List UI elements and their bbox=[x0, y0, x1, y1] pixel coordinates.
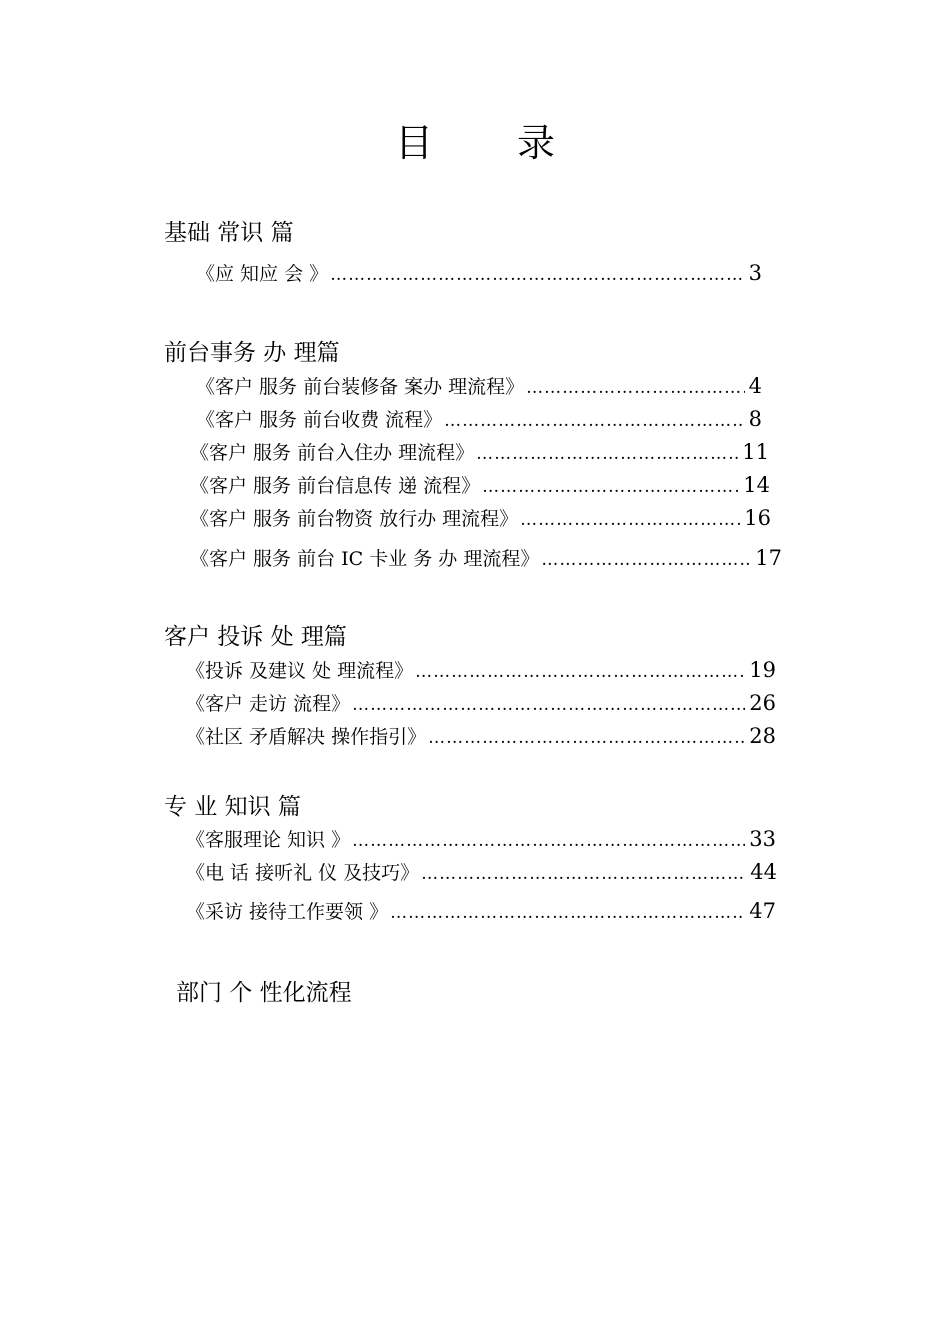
toc-entry-title: 《社区 矛盾解决 操作指引》 bbox=[186, 726, 427, 748]
toc-entry[interactable] bbox=[186, 898, 776, 926]
toc-entry-page: 44 bbox=[750, 860, 777, 884]
toc-entry[interactable] bbox=[186, 657, 776, 685]
toc-entry-title: 《投诉 及建议 处 理流程》 bbox=[186, 660, 414, 682]
dot-leader bbox=[482, 474, 739, 500]
toc-entry-page: 11 bbox=[742, 440, 769, 464]
toc-entry[interactable] bbox=[190, 505, 771, 533]
toc-entry-page: 33 bbox=[749, 827, 776, 851]
toc-entry-page: 16 bbox=[744, 506, 771, 530]
dot-leader bbox=[330, 262, 745, 288]
toc-entry-page: 4 bbox=[748, 374, 762, 398]
dot-leader bbox=[444, 408, 745, 434]
toc-entry-page: 28 bbox=[749, 724, 776, 748]
toc-entry-page: 47 bbox=[749, 899, 776, 923]
toc-entry[interactable] bbox=[186, 826, 776, 854]
toc-entry-page: 14 bbox=[743, 473, 770, 497]
toc-entry[interactable] bbox=[186, 690, 776, 718]
toc-entry-title: 《客户 服务 前台装修备 案办 理流程》 bbox=[196, 376, 525, 398]
toc-entry-title: 《采访 接待工作要领 》 bbox=[186, 901, 389, 923]
toc-entry-title: 《客户 服务 前台收费 流程》 bbox=[196, 409, 443, 431]
dot-leader bbox=[526, 375, 744, 401]
dot-leader bbox=[541, 547, 751, 573]
dot-leader bbox=[390, 900, 745, 926]
toc-entry-title: 《应 知应 会 》 bbox=[196, 263, 329, 285]
toc-entry[interactable] bbox=[186, 723, 776, 751]
toc-entry-title: 《客户 走访 流程》 bbox=[186, 693, 351, 715]
toc-entry[interactable] bbox=[196, 260, 762, 288]
toc-entry-title: 《客服理论 知识 》 bbox=[186, 829, 351, 851]
toc-entry-title: 《客户 服务 前台信息传 递 流程》 bbox=[190, 475, 481, 497]
dot-leader bbox=[352, 692, 745, 718]
section-heading-professional: 专 业 知识 篇 bbox=[164, 794, 301, 820]
toc-entry-page: 26 bbox=[749, 691, 776, 715]
toc-entry[interactable] bbox=[196, 406, 762, 434]
toc-entry-title: 《客户 服务 前台 IC 卡业 务 办 理流程》 bbox=[190, 548, 540, 570]
toc-entry[interactable] bbox=[196, 373, 762, 401]
section-heading-department: 部门 个 性化流程 bbox=[176, 980, 352, 1006]
toc-entry[interactable] bbox=[186, 859, 777, 887]
toc-entry-page: 3 bbox=[748, 261, 762, 285]
dot-leader bbox=[352, 828, 745, 854]
toc-entry[interactable] bbox=[190, 545, 782, 573]
dot-leader bbox=[520, 507, 740, 533]
section-heading-complaints: 客户 投诉 处 理篇 bbox=[164, 624, 347, 650]
toc-entry-page: 19 bbox=[749, 658, 776, 682]
page-title: 目 录 bbox=[394, 121, 592, 165]
dot-leader bbox=[415, 659, 745, 685]
toc-entry[interactable] bbox=[190, 439, 769, 467]
toc-entry-page: 8 bbox=[748, 407, 762, 431]
dot-leader bbox=[476, 441, 738, 467]
toc-entry-title: 《电 话 接听礼 仪 及技巧》 bbox=[186, 862, 420, 884]
toc-entry-title: 《客户 服务 前台入住办 理流程》 bbox=[190, 442, 475, 464]
section-heading-front-desk: 前台事务 办 理篇 bbox=[164, 340, 340, 366]
dot-leader bbox=[428, 725, 745, 751]
section-heading-basics: 基础 常识 篇 bbox=[164, 220, 294, 246]
toc-entry-page: 17 bbox=[755, 546, 782, 570]
toc-entry[interactable] bbox=[190, 472, 770, 500]
toc-entry-title: 《客户 服务 前台物资 放行办 理流程》 bbox=[190, 508, 519, 530]
dot-leader bbox=[421, 861, 746, 887]
